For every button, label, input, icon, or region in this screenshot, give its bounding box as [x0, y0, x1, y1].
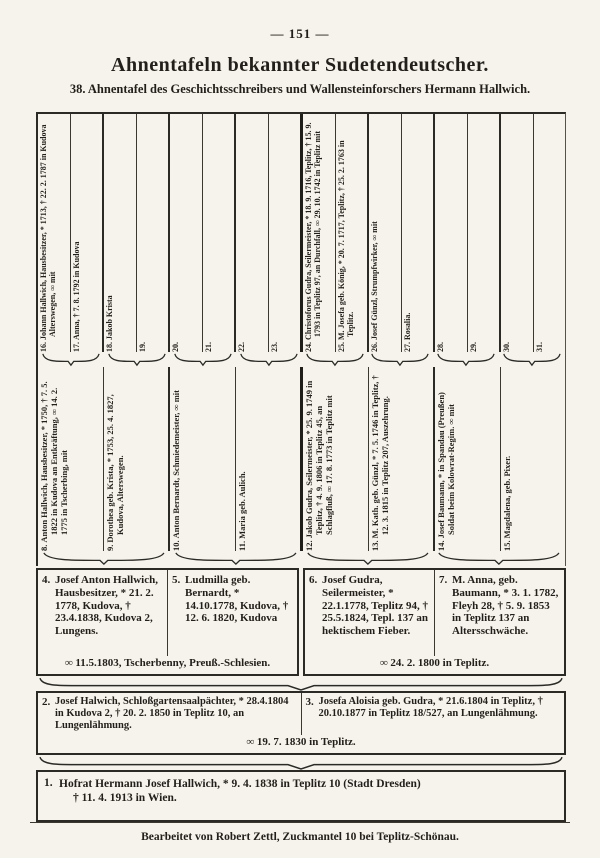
ancestor-text: Maria geb. Aulich. [236, 471, 247, 539]
ancestor-number: 16. [39, 342, 48, 352]
ancestor-number: 2. [42, 696, 51, 708]
ancestor-table [36, 112, 566, 822]
ancestor-number: 18. [105, 342, 114, 352]
ancestor-number: 30. [502, 342, 511, 352]
ancestor-number: 3. [305, 696, 314, 708]
ancestor-number: 10. [171, 540, 181, 551]
generation-1-band [36, 770, 566, 822]
person-name: Josef Anton Hallwich, [55, 574, 158, 586]
ancestor-number: 17. [71, 342, 81, 352]
ancestor-text: Christoforus Gudra, Seilermeister, * 18. 9. 1716, Teplitz, † 15. 9. 1793 in Teplitz 97, an Durchfall, ∞ 29. 10. 1742 in Teplitz mit [304, 122, 323, 340]
ancestor-number: 28. [436, 342, 445, 352]
ancestor-text: Dorothea geb. Krista, * 1753, 25. 4. 1827, Kudova, Alterswegen. [104, 394, 125, 543]
ancestor-column-13 [368, 367, 434, 551]
ancestor-column-24 [300, 114, 335, 352]
brace-icon [433, 551, 565, 566]
brace-icon [236, 352, 302, 367]
brace-icon [499, 352, 565, 367]
ancestor-number: 27. [402, 342, 412, 352]
marriage-note: ∞ 11.5.1803, Tscherbenny, Preuß.-Schlesien. [64, 657, 271, 669]
ancestor-column-15 [500, 367, 566, 551]
person-name: Josef Gudra, [322, 574, 383, 586]
ancestor-number: 5. [172, 574, 181, 586]
ancestor-column-29 [467, 114, 500, 352]
ancestor-column-17 [70, 114, 103, 352]
person-details: * 3. 1. 1782, Fleyh 28, † 5. 9. 1853 in Teplitz 137 an Altersschwäche. [452, 586, 559, 637]
person-cell-3 [301, 693, 565, 735]
person-details: Hausbesitzer, * 21. 2. 1778, Kudova, † 23.4.1838, Kudova 2, Lungens. [55, 586, 154, 637]
person-name: M. Anna, geb. Baumann, [452, 574, 518, 599]
generation-4-7-band [36, 568, 566, 676]
person-details: * 21.6.1804 in Teplitz, † 20.10.1877 in Teplitz 18/527, an Lungenlähmung. [318, 696, 543, 720]
brace-icon [36, 676, 566, 690]
person-cell-2 [38, 693, 301, 735]
ancestor-number: 23. [269, 342, 279, 352]
page-title: Ahnentafeln bekannter Sudetendeutscher. [111, 54, 489, 76]
ancestor-number: 29. [468, 342, 478, 352]
brace-icon [433, 352, 499, 367]
generation-16-31-band [36, 112, 566, 352]
person-cell-6 [305, 570, 434, 656]
ancestor-text: Magdalena, geb. Pixer. [501, 455, 512, 539]
person-details: Schloßgartensaalpächter, * 28.4.1804 in Kudova 2, † 20. 2. 1850 in Teplitz 10, an Lungenlähmung. [55, 696, 289, 732]
ancestor-column-14 [433, 367, 500, 551]
ancestor-column-19 [136, 114, 169, 352]
ancestor-text: Anna, † 7. 8. 1792 in Kudova [71, 241, 81, 340]
person-name: Hofrat Hermann Josef Hallwich, [59, 778, 220, 790]
brace-icon [170, 352, 236, 367]
ancestor-number: 1. [44, 777, 53, 789]
person-cell-4 [38, 570, 167, 656]
ancestor-text: Jakob Gudra, Seilermeister, * 25. 9. 1749 in Teplitz, † 4. 9. 1806 in Teplitz 45, an Schlagfluß, ∞ 17. 8. 1773 in Teplitz mit [304, 380, 335, 539]
brace-icon [170, 551, 302, 566]
person-details: Seilermeister, * 22.1.1778, Teplitz 94, † 25.5.1824, Tepl. 137 an hektischem Fieber. [322, 586, 429, 637]
ancestor-text: Anton Bernardt, Schmiedemeister, ∞ mit [171, 390, 181, 539]
ancestor-column-22 [234, 114, 268, 352]
ancestor-number: 8. [39, 544, 49, 551]
ancestor-column-23 [268, 114, 301, 352]
brace-icon [104, 352, 170, 367]
ancestor-number: 7. [439, 574, 448, 586]
ancestor-column-28 [433, 114, 467, 352]
family-box-6-7 [303, 568, 566, 676]
ancestor-column-20 [168, 114, 202, 352]
ancestor-number: 24. [304, 342, 313, 352]
person-details: † 11. 4. 1913 in Wien. [73, 792, 177, 805]
brace-icon [302, 551, 434, 566]
ancestor-column-12 [300, 367, 368, 551]
person-name: Josef Halwich, [55, 696, 121, 707]
ancestor-column-31 [533, 114, 566, 352]
ancestor-number: 13. [369, 540, 380, 551]
ancestor-text: Rosalia. [402, 312, 412, 340]
generation-2-3-band [36, 691, 566, 755]
person-cell-5 [167, 570, 297, 656]
person-name: Josefa Aloisia geb. Gudra, [318, 696, 436, 707]
pair-brace-row [36, 352, 566, 367]
ancestor-number: 15. [501, 540, 512, 551]
brace-icon [36, 755, 566, 769]
brace-icon [38, 352, 104, 367]
ancestor-text: Josef Günzl, Strumpfwirker, ∞ mit [370, 221, 379, 340]
ancestor-column-25 [335, 114, 368, 352]
ancestor-number: 20. [171, 342, 180, 352]
brace-icon [38, 551, 170, 566]
ancestor-text: Josef Baumann, * in Spandau (Preußen) Soldat beim Kolowrat-Regim. ∞ mit [436, 392, 457, 539]
ancestor-column-18 [102, 114, 136, 352]
ancestor-number: 11. [236, 540, 247, 551]
ancestor-column-8 [38, 367, 103, 551]
ancestor-number: 25. [336, 342, 346, 352]
ancestor-number: 21. [203, 342, 213, 352]
brace-icon [367, 352, 433, 367]
person-details: * 9. 4. 1838 in Teplitz 10 (Stadt Dresden) [222, 778, 421, 790]
marriage-note: ∞ 24. 2. 1800 in Teplitz. [379, 657, 490, 669]
ancestor-column-30 [499, 114, 533, 352]
ancestor-number: 19. [137, 342, 147, 352]
pair-brace-row [36, 551, 566, 566]
footer-rule [30, 822, 570, 823]
ancestor-number: 26. [370, 342, 379, 352]
ancestor-text: Anton Hallwich, Hausbesitzer, * 1750, † 7. 5. 1822 in Kudova an Entkräftung, ∞ 14. 2. 1775 in Tscherbing, mit [39, 381, 70, 543]
ancestor-column-11 [235, 367, 301, 551]
ancestor-column-9 [103, 367, 169, 551]
ancestor-number: 9. [104, 544, 115, 551]
ancestor-number: 6. [309, 574, 318, 586]
ancestor-column-26 [367, 114, 401, 352]
ancestor-text: M. Josefa geb. König, * 20. 7. 1717, Teplitz, † 25. 2. 1763 in Teplitz. [336, 140, 355, 340]
marriage-note: ∞ 19. 7. 1830 in Teplitz. [246, 736, 356, 748]
family-box-4-5 [36, 568, 299, 676]
ancestor-column-10 [168, 367, 235, 551]
ancestor-text: Jakob Krista [105, 295, 114, 340]
person-cell-7 [434, 570, 564, 656]
page-number: — 151 — [270, 26, 330, 41]
ancestor-column-27 [401, 114, 434, 352]
generation-8-15-band [36, 367, 566, 551]
ancestor-number: 4. [42, 574, 51, 586]
brace-icon [302, 352, 368, 367]
ancestor-number: 12. [304, 540, 314, 551]
person-details: * 14.10.1778, Kudova, † 12. 6. 1820, Kudova [185, 586, 289, 625]
ancestor-number: 14. [436, 540, 446, 551]
footer-credit: Bearbeitet von Robert Zettl, Zuckmantel 10 bei Teplitz-Schönau. [141, 831, 459, 843]
person-name: Ludmilla geb. Bernardt, [185, 574, 251, 599]
ancestor-column-21 [202, 114, 235, 352]
page-subtitle: 38. Ahnentafel des Geschichtsschreibers und Wallensteinforschers Hermann Hallwich. [69, 82, 531, 96]
ancestor-text: M. Kath. geb. Günzl, * 7. 5. 1746 in Teplitz, † 12. 3. 1815 in Teplitz 207, Auszehrung. [369, 375, 390, 539]
ancestor-number: 31. [534, 342, 544, 352]
ancestor-column-16 [38, 114, 70, 352]
ancestor-number: 22. [237, 342, 246, 352]
ancestor-text: Johann Hallwich, Hausbesitzer, * 1713, † 22. 2. 1787 in Kudova Alterswegen, ∞ mit [39, 124, 58, 340]
